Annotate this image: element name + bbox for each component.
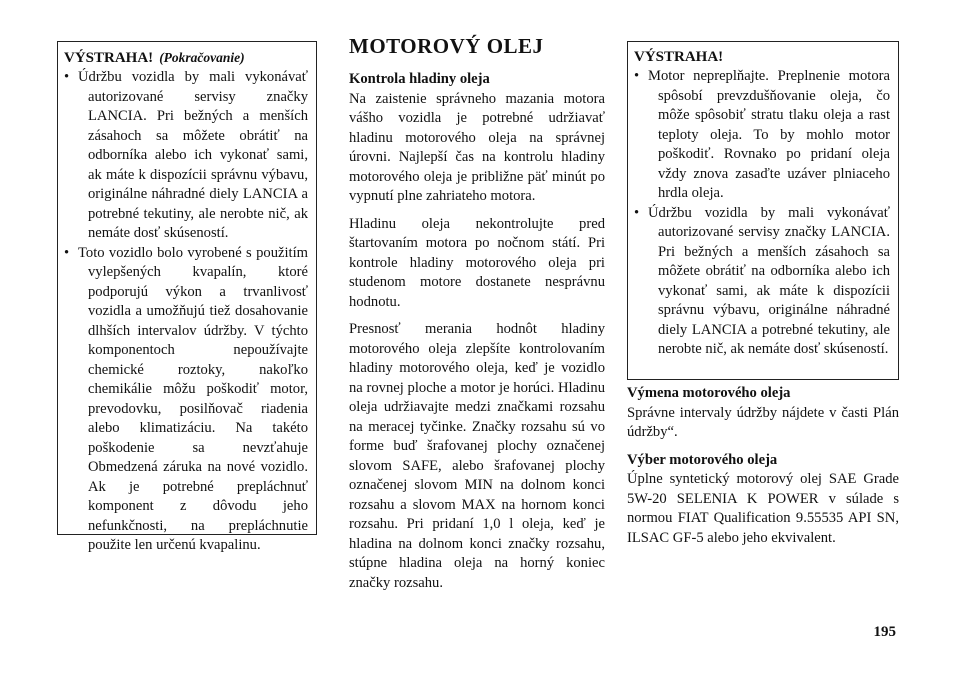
paragraph: Hladinu oleja nekontrolujte pred štartovaním motora po nočnom státí. Pri kontrole hladiny motorového oleja pri studenom motore dostanete nesprávnu hodnotu. <box>349 215 605 310</box>
right-column <box>627 384 899 556</box>
paragraph: Správne intervaly údržby nájdete v časti Plán údržby“. <box>627 404 899 440</box>
subheading-oil-selection: Výber motorového oleja <box>627 451 778 468</box>
paragraph: Presnosť merania hodnôt hladiny motorového oleja zlepšíte kontrolovaním hladiny motorového oleja, keď je vozidlo na rovnej ploche a motor je horúci. Hladinu oleja udržiavajte medzi značkami rozsahu na meracej tyčinke. Značky rozsahu sú vo forme buď šrafovanej plochy označenej slovom SAFE, alebo šrafovanej plochy označenej slovom MIN na dolnom konci rozsahu a slovom MAX na hornom konci rozsahu. Pri pridaní 1,0 l oleja, keď je hladina na dolnom konci značky rozsahu, stúpne hladina oleja na horný koniec značky rozsahu. <box>349 321 605 591</box>
subheading-oil-change: Výmena motorového oleja <box>627 385 791 401</box>
warning-list <box>64 68 308 556</box>
right-warning-box <box>627 41 899 380</box>
warning-item-text: • Údržbu vozidla by mali vykonávať autorizované servisy značky LANCIA. Pri bežných a menších zásahoch sa môžete obrátiť na odborníka alebo ich vykonať sami, ak máte k dispozícii správnu výbavu, originálne náhradné diely LANCIA a potrebné tekutiny, ale nerobte nič, ak nemáte dosť skúseností. <box>78 69 308 241</box>
warning-list <box>634 67 890 360</box>
warning-title <box>64 48 308 68</box>
middle-column <box>349 32 605 601</box>
paragraph: Na zaistenie správneho mazania motora vášho vozidla je potrebné udržiavať hladinu motorového oleja na správnej úrovni. Najlepší čas na kontrolu hladiny motorového oleja je približne päť minút po vypnutí plne zahriateho motora. <box>349 90 605 204</box>
warning-item <box>64 68 308 244</box>
warning-item-text: • Motor nepreplňajte. Preplnenie motora spôsobí prevzdušňovanie oleja, čo môže spôsobiť stratu tlaku oleja a rast teploty oleja. To by mohlo motor poškodiť. Rovnako po pridaní oleja vždy znova zasaďte uzáver plniaceho hrdla oleja. <box>648 68 890 201</box>
warning-item-text: • Toto vozidlo bolo vyrobené s použitím vylepšených kvapalín, ktoré podporujú výkon a trvanlivosť vozidla a umožňujú tiež dosahovanie dlhších intervalov údržby. V týchto komponentoch nepoužívajte chemické roztoky, nakoľko chemikálie môžu poškodiť motor, prevodovku, posilňovač riadenia alebo klimatizáciu. Na takéto poškodenie sa nevzťahuje Obmedzená záruka na nové vozidlo. Ak je potrebné prepláchnuť komponent z dôvodu jeho nefunkčnosti, na prepláchnutie použite len určenú kvapalinu. <box>78 244 308 553</box>
warning-item <box>64 244 308 556</box>
warning-item <box>634 67 890 204</box>
section-title: MOTOROVÝ OLEJ <box>349 34 544 58</box>
warning-item <box>634 204 890 360</box>
paragraph: Úplne syntetický motorový olej SAE Grade 5W-20 SELENIA K POWER v súlade s normou FIAT Qualification 9.55535 API SN, ILSAC GF-5 alebo jeho ekvivalent. <box>627 471 899 546</box>
page-number: 195 <box>873 624 896 640</box>
warning-item-text: • Údržbu vozidla by mali vykonávať autorizované servisy značky LANCIA. Pri bežných a menších zásahoch sa môžete obrátiť na odborníka alebo ich vykonať sami, ak máte k dispozícii správnu výbavu, originálne náhradné diely LANCIA a potrebné tekutiny, ale nerobte nič, ak nemáte dosť skúseností. <box>648 204 890 357</box>
left-warning-box <box>57 41 317 553</box>
warning-label: VÝSTRAHA! <box>64 50 154 66</box>
continued-label: (Pokračovanie) <box>159 50 245 65</box>
subheading-oil-level: Kontrola hladiny oleja <box>349 71 490 87</box>
warning-title: VÝSTRAHA! <box>634 49 724 65</box>
